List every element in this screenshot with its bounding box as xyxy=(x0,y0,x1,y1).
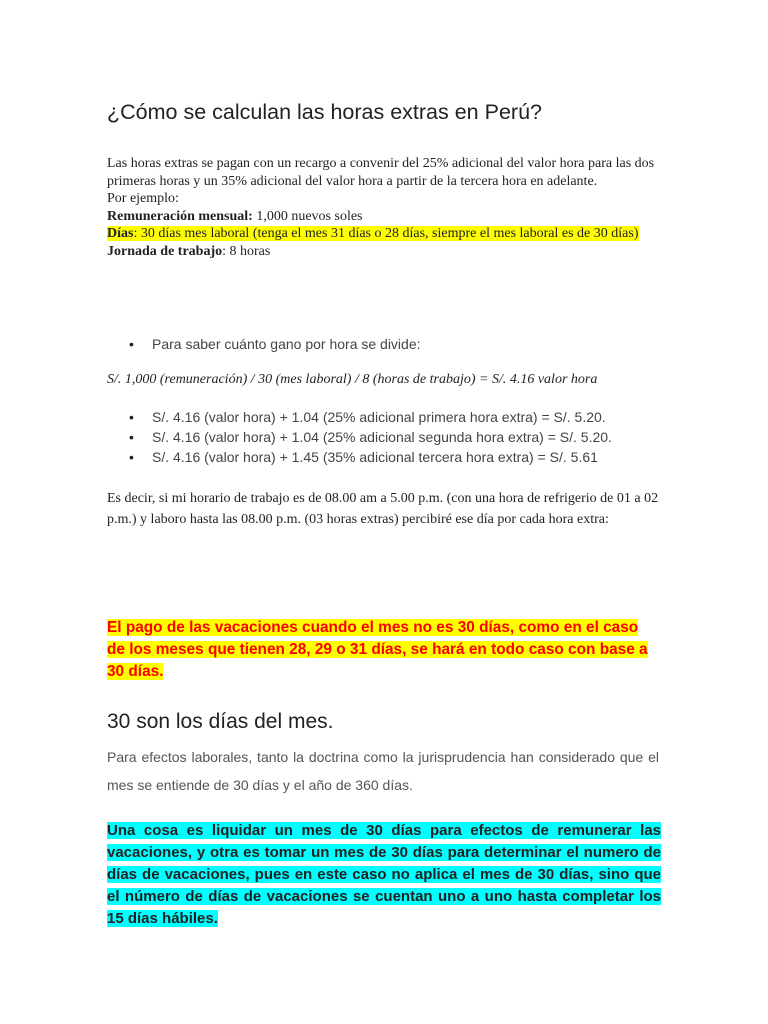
vacation-days-note xyxy=(107,820,661,930)
section-paragraph: Para efectos laborales, tanto la doctrina como la jurisprudencia han considerado que el mes se entiende de 30 días y el año de 360 días. xyxy=(107,749,659,793)
days-label: Días xyxy=(107,226,134,242)
salary-value: 1,000 nuevos soles xyxy=(252,208,363,224)
vacation-note-text: El pago de las vacaciones cuando el mes no es 30 días, como en el caso de los meses que tienen 28, 29 o 31 días, se hará en todo caso con base a 30 días. xyxy=(107,619,648,680)
intro-paragraph: Las horas extras se pagan con un recargo a convenir del 25% adicional del valor hora para las dos primeras horas y un 35% adicional del valor hora a partir de la tercera hora en adelante. xyxy=(107,156,655,189)
vacation-note xyxy=(107,617,659,683)
hourly-formula: S/. 1,000 (remuneración) / 30 (mes laboral) / 8 (horas de trabajo) = S/. 4.16 valor hora xyxy=(107,372,598,387)
salary-line xyxy=(107,208,659,226)
list-item: • S/. 4.16 (valor hora) + 1.45 (35% adicional tercera hora extra) = S/. 5.61 xyxy=(107,447,663,467)
list-item: • S/. 4.16 (valor hora) + 1.04 (25% adicional primera hora extra) = S/. 5.20. xyxy=(107,407,663,427)
intro-section xyxy=(107,155,659,261)
list-item: • Para saber cuánto gano por hora se divide: xyxy=(107,334,663,354)
salary-label: Remuneración mensual: xyxy=(107,208,253,224)
list-item: • S/. 4.16 (valor hora) + 1.04 (25% adicional segunda hora extra) = S/. 5.20. xyxy=(107,427,663,447)
days-value: : 30 días mes laboral (tenga el mes 31 días o 28 días, siempre el mes laboral es de 30 días) xyxy=(133,226,639,242)
days-line xyxy=(107,225,659,243)
vacation-days-note-text: Una cosa es liquidar un mes de 30 días para efectos de remunerar las vacaciones, y otra es tomar un mes de 30 días para determinar el numero de días de vacaciones, pues en este caso no aplica el mes de 30 días, sino que el número de días de vacaciones se cuentan uno a uno hasta completar los 15 días hábiles. xyxy=(107,822,661,927)
example-paragraph: Es decir, si mi horario de trabajo es de 08.00 am a 5.00 p.m. (con una hora de refrigerio de 01 a 02 p.m.) y laboro hasta las 08.00 p.m. (03 horas extras) percibiré ese día por cada hora extra: xyxy=(107,491,659,527)
calculation-list xyxy=(107,407,663,467)
workday-line xyxy=(107,243,659,261)
workday-label: Jornada de trabajo xyxy=(107,243,223,259)
hourly-bullet-list xyxy=(107,334,663,354)
section-heading: 30 son los días del mes. xyxy=(107,710,334,733)
workday-value: : 8 horas xyxy=(222,243,271,259)
page-title: ¿Cómo se calculan las horas extras en Perú? xyxy=(107,100,542,124)
days-highlight xyxy=(107,226,639,241)
example-intro: Por ejemplo: xyxy=(107,191,179,207)
